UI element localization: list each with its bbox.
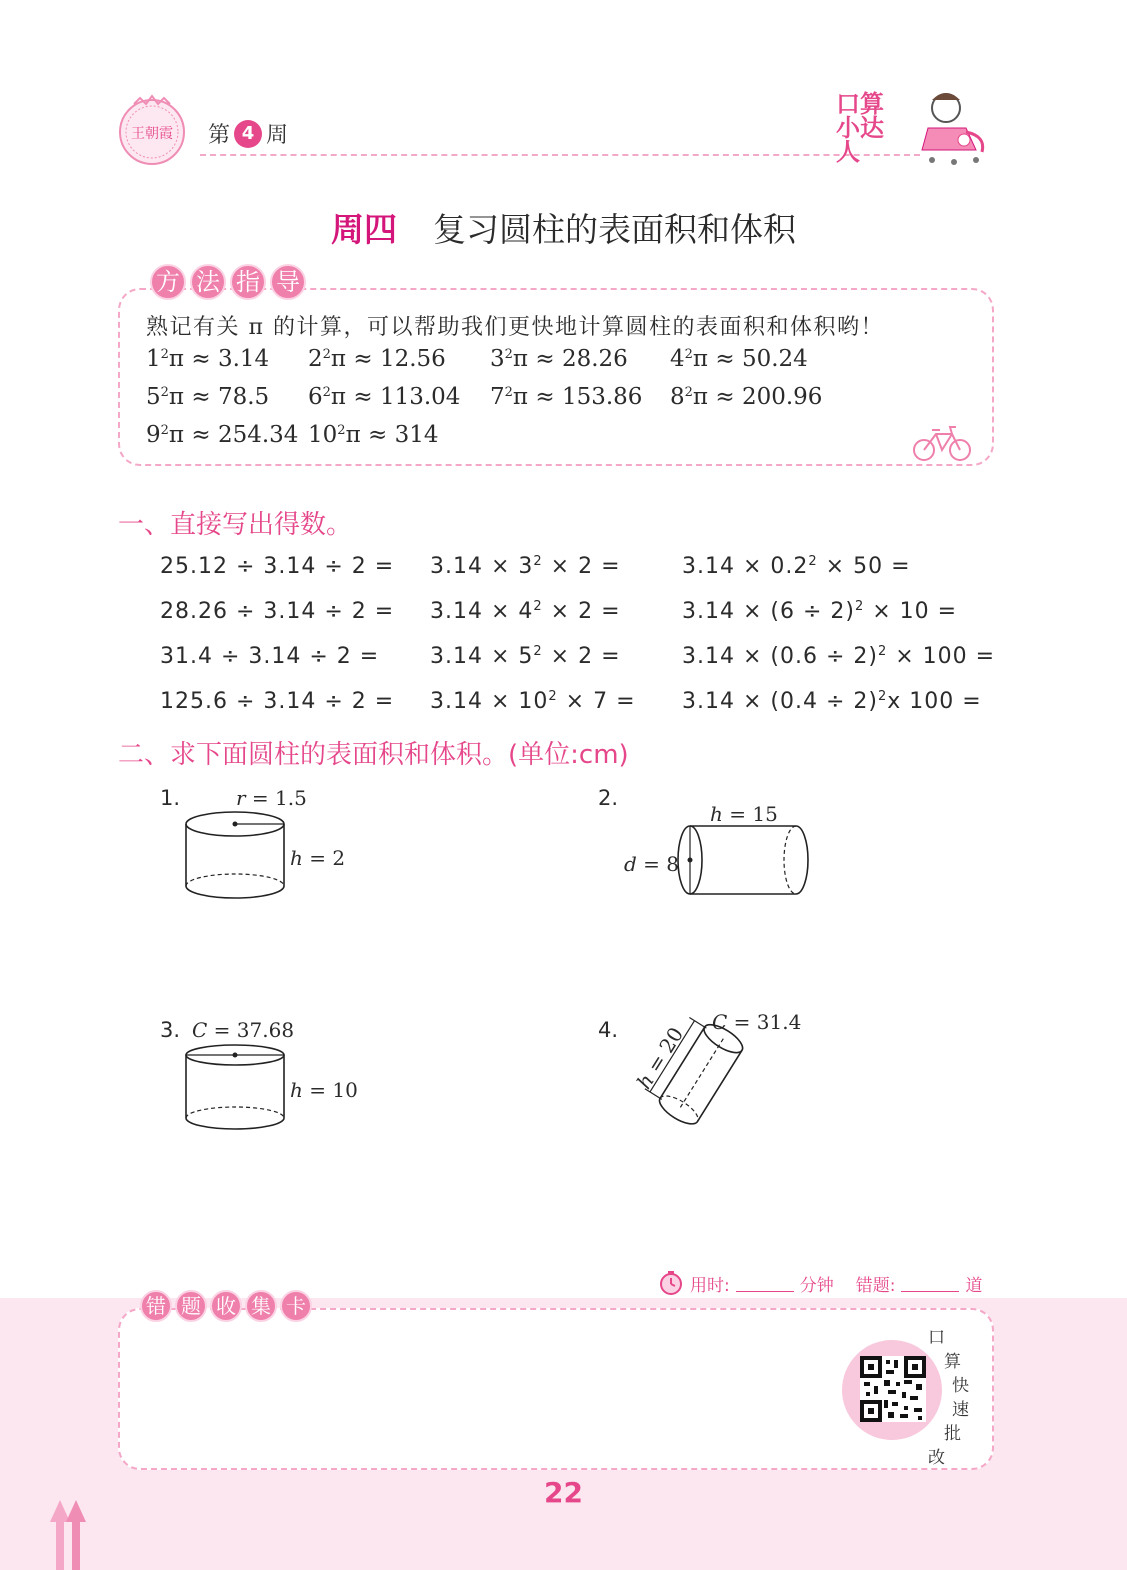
time-label: 用时: (690, 1275, 730, 1296)
figure-2-number: 2. (598, 786, 619, 810)
figure-4-number: 4. (598, 1018, 619, 1042)
page-number: 22 (544, 1476, 583, 1509)
brand-wordmark (836, 92, 906, 164)
figure-1-radius-label: r = 1.5 (236, 786, 307, 810)
errors-label: 错题: (855, 1275, 896, 1296)
qr-caption-char: 批 (944, 1424, 961, 1444)
calc-problem: $3.14 \times (0.4 \div 2)^2x$ 100 = (682, 689, 982, 714)
figure-1-number: 1. (160, 786, 181, 810)
qr-code-icon[interactable] (860, 1356, 926, 1422)
calc-problem: 31.4 ÷ 3.14 ÷ 2 = (160, 644, 380, 669)
qr-caption-char: 快 (952, 1376, 969, 1396)
calc-problem: $3.14 \times 0.2^2 \times 50$ = (682, 554, 911, 579)
qr-caption-char: 算 (944, 1352, 961, 1372)
week-suffix: 周 (266, 123, 289, 148)
section-1-heading: 一、直接写出得数。 (118, 510, 353, 540)
method-tag-char: 指 (230, 264, 266, 300)
week-number-badge: 4 (234, 120, 262, 148)
publisher-seal-logo (116, 94, 188, 166)
cylinder-figure-1 (180, 808, 290, 904)
time-blank[interactable] (736, 1275, 794, 1292)
title-day: 周四 (331, 210, 397, 249)
pi-square-fact: $7^2\pi \approx 153.86$ (490, 384, 643, 410)
qr-caption-char: 口 (928, 1328, 945, 1348)
calc-problem: $3.14 \times 10^2 \times 7$ = (430, 689, 636, 714)
pi-square-fact: $5^2\pi \approx 78.5$ (146, 384, 270, 410)
figure-3-number: 3. (160, 1018, 181, 1042)
pi-square-fact: $2^2\pi \approx 12.56$ (308, 346, 446, 372)
figure-4-height-label: h = 20 (631, 1022, 689, 1094)
method-tag-char: 法 (190, 264, 226, 300)
method-tag-char: 导 (270, 264, 306, 300)
figure-4-circumference-label: C = 31.4 (712, 1010, 802, 1034)
figure-3-circumference-label: C = 37.68 (192, 1018, 295, 1042)
brand-line-2: 小达人 (836, 114, 884, 166)
error-collection-tag (140, 1290, 312, 1322)
calc-problem: $3.14 \times 4^2 \times 2$ = (430, 599, 621, 624)
stopwatch-icon (658, 1270, 684, 1296)
header-divider (200, 154, 920, 156)
calc-problem: $3.14 \times 3^2 \times 2$ = (430, 554, 621, 579)
qr-caption-char: 速 (952, 1400, 969, 1420)
pi-square-fact: $4^2\pi \approx 50.24$ (670, 346, 808, 372)
calc-problem: 125.6 ÷ 3.14 ÷ 2 = (160, 689, 395, 714)
figure-2-diameter-label: d = 8 (624, 852, 680, 876)
qr-caption-char: 改 (928, 1448, 945, 1468)
qr-caption (928, 1326, 968, 1470)
time-unit: 分钟 (799, 1275, 834, 1296)
svg-text:王朝霞: 王朝霞 (131, 126, 173, 142)
pi-square-fact: $3^2\pi \approx 28.26$ (490, 346, 628, 372)
arrow-decoration-icon (50, 1500, 90, 1570)
pi-square-fact: $10^2\pi \approx 314$ (308, 422, 439, 448)
cylinder-figure-2-horizontal (670, 820, 820, 900)
section-2-heading: 二、求下面圆柱的表面积和体积。(单位:cm) (118, 740, 629, 770)
calc-problem: $3.14 \times (6 \div 2)^2 \times 10$ = (682, 599, 958, 624)
brand-line-1: 口算 (836, 90, 884, 118)
calc-problem: 28.26 ÷ 3.14 ÷ 2 = (160, 599, 395, 624)
error-tag-char: 卡 (280, 1290, 312, 1322)
error-tag-char: 收 (210, 1290, 242, 1322)
figure-2-height-label: h = 15 (710, 802, 778, 826)
pi-square-fact: $1^2\pi \approx 3.14$ (146, 346, 270, 372)
bicycle-icon (912, 422, 972, 462)
error-tag-char: 集 (245, 1290, 277, 1322)
method-guide-tag (140, 264, 316, 302)
pi-square-fact: $9^2\pi \approx 254.34$ (146, 422, 299, 448)
error-tag-char: 题 (175, 1290, 207, 1322)
page-title (0, 204, 1127, 251)
timing-record (658, 1270, 982, 1296)
figure-1-height-label: h = 2 (290, 846, 346, 870)
calc-problem: $3.14 \times (0.6 \div 2)^2 \times 100$ = (682, 644, 996, 669)
pi-square-fact: $8^2\pi \approx 200.96$ (670, 384, 823, 410)
title-text: 复习圆柱的表面积和体积 (433, 210, 796, 249)
calc-problem: 25.12 ÷ 3.14 ÷ 2 = (160, 554, 395, 579)
week-label (208, 118, 288, 149)
week-prefix: 第 (208, 123, 231, 148)
method-intro-text: 熟记有关 π 的计算，可以帮助我们更快地计算圆柱的表面积和体积哟！ (146, 315, 884, 340)
pi-square-fact: $6^2\pi \approx 113.04$ (308, 384, 461, 410)
calc-problem: $3.14 \times 5^2 \times 2$ = (430, 644, 621, 669)
errors-blank[interactable] (901, 1275, 959, 1292)
errors-unit: 道 (965, 1275, 983, 1296)
figure-3-height-label: h = 10 (290, 1078, 358, 1102)
method-tag-char: 方 (150, 264, 186, 300)
error-tag-char: 错 (140, 1290, 172, 1322)
cylinder-figure-3 (180, 1042, 290, 1136)
